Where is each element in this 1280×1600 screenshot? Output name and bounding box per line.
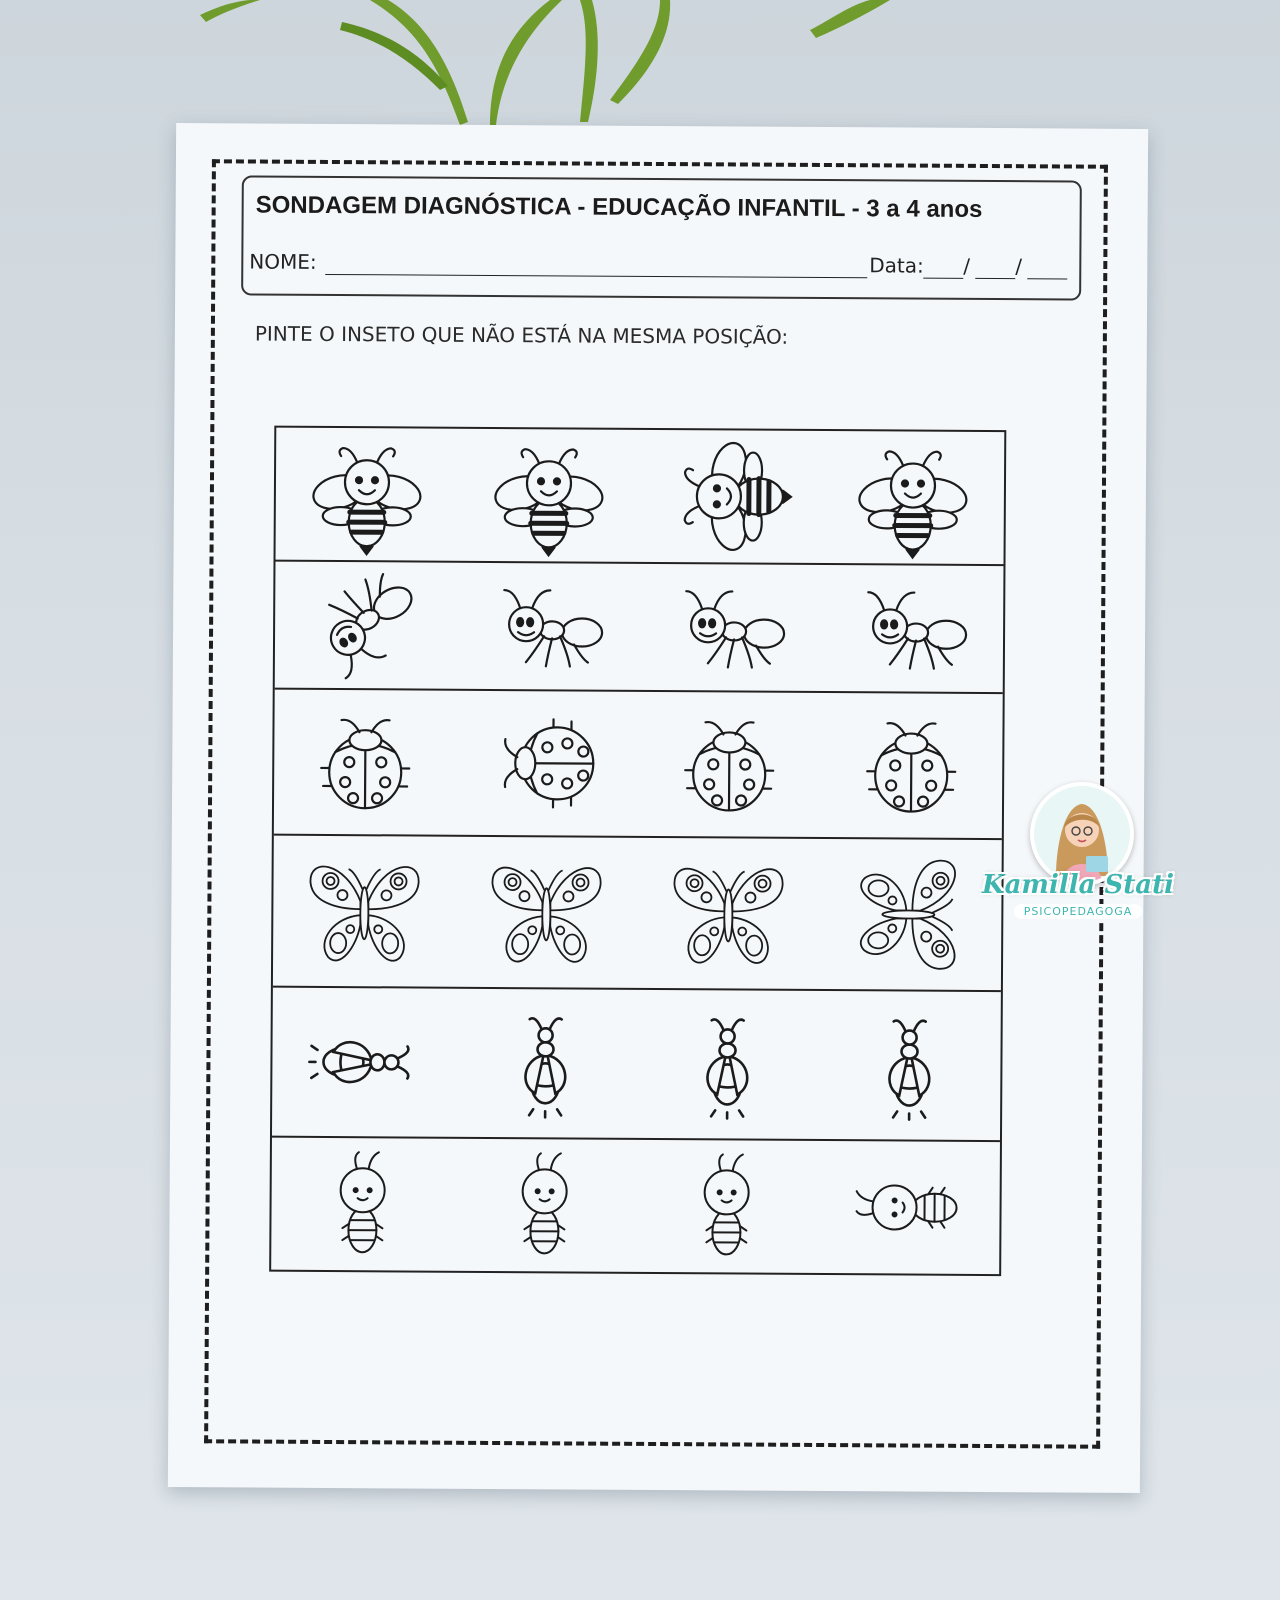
ladybug-icon [851,705,972,826]
ladybug-cell[interactable] [820,693,1003,838]
date-day-field[interactable] [923,278,963,279]
butterfly-cell[interactable] [455,837,638,988]
firefly-cell[interactable] [818,991,1001,1140]
firefly-cell[interactable] [454,989,637,1138]
bee-cell-rotated[interactable] [640,430,823,563]
insect-grid [269,426,1006,1276]
bee-cell[interactable] [458,429,641,562]
ant-icon [488,566,609,687]
ant-icon [670,567,791,688]
date-separator: / [1015,254,1023,279]
worksheet-title: SONDAGEM DIAGNÓSTICA - EDUCAÇÃO INFANTIL - 3 a 4 anos [255,191,983,223]
butterfly-icon [668,853,789,974]
ant-cell[interactable] [639,564,822,691]
bee-icon [853,437,974,558]
ant-icon [852,568,973,689]
firefly-icon [485,1003,606,1124]
date-year-field[interactable] [1027,278,1067,279]
grub-icon [484,1145,605,1266]
bee-cell[interactable] [821,431,1004,564]
grub-icon [848,1147,969,1268]
row-butterflies [273,836,1002,992]
watermark-badge [978,782,1178,932]
firefly-icon [667,1004,788,1125]
grub-icon [302,1144,423,1265]
row-ladybugs [274,690,1003,840]
grub-cell[interactable] [453,1139,636,1272]
ladybug-cell-rotated[interactable] [456,691,639,836]
watermark-name: Kamilla Stati [981,870,1174,900]
firefly-icon [303,1002,424,1123]
name-date-row [249,249,1077,288]
ant-cell[interactable] [821,565,1004,692]
date-label: Data: [869,253,924,278]
date-month-field[interactable] [975,278,1015,279]
ladybug-icon [487,703,608,824]
grub-cell[interactable] [271,1138,454,1271]
bee-cell[interactable] [276,428,459,561]
ladybug-icon [305,702,426,823]
avatar-illustration-icon [1034,786,1130,882]
watermark-subtitle: PSICOPEDAGOGA [1014,904,1142,919]
name-field[interactable] [325,274,867,278]
ant-cell-rotated[interactable] [275,562,458,689]
instruction-text: PINTE O INSETO QUE NÃO ESTÁ NA MESMA POSIÇÃO: [254,321,789,349]
firefly-cell-rotated[interactable] [272,988,455,1137]
butterfly-icon [486,852,607,973]
firefly-cell[interactable] [636,990,819,1139]
butterfly-icon [304,851,425,972]
butterfly-icon [850,854,971,975]
bee-icon [671,436,792,557]
name-label: NOME: [249,249,317,274]
row-bees [275,428,1004,566]
butterfly-cell-rotated[interactable] [819,839,1002,990]
butterfly-cell[interactable] [637,838,820,989]
firefly-icon [849,1005,970,1126]
grub-icon [666,1146,787,1267]
date-separator: / [963,253,971,278]
ant-cell[interactable] [457,563,640,690]
header-box [241,175,1082,300]
row-ants [275,562,1004,694]
ladybug-cell[interactable] [638,692,821,837]
grub-cell-rotated[interactable] [817,1141,1000,1274]
row-grubs [271,1138,1000,1274]
ladybug-icon [669,704,790,825]
grub-cell[interactable] [635,1140,818,1273]
butterfly-cell[interactable] [273,836,456,987]
plant-leaves [190,0,950,130]
bee-icon [307,434,428,555]
bee-icon [489,435,610,556]
row-fireflies [272,988,1001,1142]
ant-icon [306,565,427,686]
ladybug-cell[interactable] [274,690,457,835]
